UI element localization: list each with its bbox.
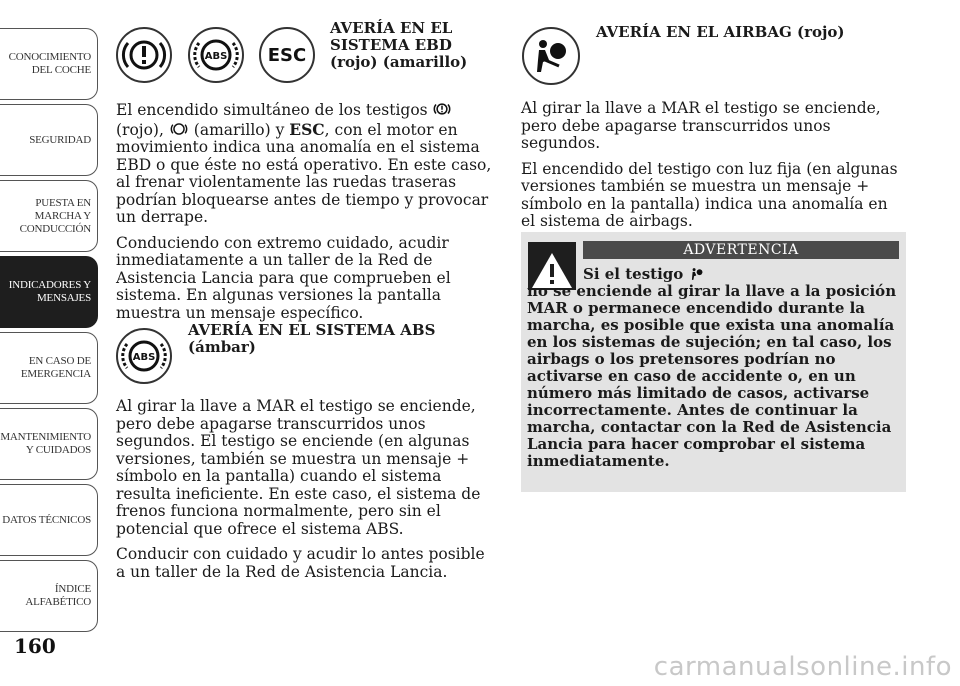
page-number: 160 bbox=[14, 634, 56, 658]
watermark: carmanualsonline.info bbox=[653, 652, 952, 682]
ebd-paragraph-2: Conduciendo con extremo cuidado, acudir inmediatamente a un taller de la Red de Asistencia Lancia para que comprueben el sistema. En algunas versiones la pantalla muestra un mensaje específico. bbox=[116, 233, 451, 322]
ebd-heading: AVERÍA EN EL SISTEMA EBD (rojo) (amarillo) bbox=[330, 19, 468, 71]
warning-text: Si el testigo no se enciende al girar la llave a la posición MAR o permanece encendido durante la marcha, es posible que exista una anomalía en los sistemas de sujeción; en tal caso, los airbags o los pretensores podrían no activarse en caso de accidente o, en un número más limitado de casos, activarse incorrectamente. Antes de continuar la marcha, contactar con la Red de Asistencia Lancia para hacer comprobar el sistema inmediatamente. bbox=[527, 265, 897, 470]
tab-datos-tecnicos[interactable]: DATOS TÉCNICOS bbox=[0, 484, 98, 556]
abs-heading: AVERÍA EN EL SISTEMA ABS (ámbar) bbox=[188, 321, 436, 356]
ebd-paragraph-1: El encendido simultáneo de los testigos (rojo), (amarillo) y ESC, con el motor en movimiento indica una anomalía en el sistema EBD o que éste no está operativo. En este caso, al frenar violentamente las ruedas traseras podrían bloquearse antes de tiempo y provocar un derrape. bbox=[116, 101, 492, 226]
abs-paragraph-2: Conducir con cuidado y acudir lo antes posible a un taller de la Red de Asistencia Lancia. bbox=[116, 545, 485, 581]
airbag-inline-icon bbox=[689, 266, 705, 282]
abs-inline-icon bbox=[169, 120, 189, 138]
tab-puesta-en-marcha[interactable]: PUESTA EN MARCHA Y CONDUCCIÓN bbox=[0, 180, 98, 252]
esc-icon-label: ESC bbox=[267, 44, 307, 66]
warning-title: ADVERTENCIA bbox=[583, 241, 899, 259]
brake-warning-inline-icon bbox=[433, 100, 451, 118]
airbag-paragraph-1: Al girar la llave a MAR el testigo se enciende, pero debe apagarse transcurridos unos segundos. bbox=[521, 99, 881, 152]
tab-indice-alfabetico[interactable]: ÍNDICE ALFABÉTICO bbox=[0, 560, 98, 632]
airbag-icon bbox=[522, 27, 580, 85]
abs-icon bbox=[188, 27, 244, 83]
ebd-section-body bbox=[116, 100, 496, 330]
abs-section-body bbox=[116, 398, 496, 589]
abs-amber-icon bbox=[116, 328, 172, 384]
tab-mantenimiento-y-cuidados[interactable]: MANTENIMIENTO Y CUIDADOS bbox=[0, 408, 98, 480]
tab-en-caso-de-emergencia[interactable]: EN CASO DE EMERGENCIA bbox=[0, 332, 98, 404]
esc-icon bbox=[259, 27, 315, 83]
svg-text:ABS: ABS bbox=[132, 352, 156, 363]
airbag-heading: AVERÍA EN EL AIRBAG (rojo) bbox=[596, 23, 845, 41]
brake-warning-icon bbox=[116, 27, 172, 83]
warning-box bbox=[521, 232, 906, 492]
tab-seguridad[interactable]: SEGURIDAD bbox=[0, 104, 98, 176]
airbag-paragraph-2: El encendido del testigo con luz fija (en algunas versiones también se muestra un mensaje + símbolo en la pantalla) indica una anomalía en el sistema de airbags. bbox=[521, 159, 898, 230]
svg-text:ABS: ABS bbox=[204, 51, 228, 62]
tab-indicadores-y-mensajes[interactable]: INDICADORES Y MENSAJES bbox=[0, 256, 98, 328]
airbag-section-body bbox=[521, 100, 906, 239]
tab-conocimiento-del-coche[interactable]: CONOCIMIENTO DEL COCHE bbox=[0, 28, 98, 100]
abs-paragraph-1: Al girar la llave a MAR el testigo se enciende, pero debe apagarse transcurridos unos segundos. El testigo se enciende (en algunas versiones, también se muestra un mensaje + símbolo en la pantalla) cuando el sistema resulta ineficiente. En este caso, el sistema de frenos funciona normalmente, pero sin el potencial que ofrece el sistema ABS. bbox=[116, 397, 481, 538]
